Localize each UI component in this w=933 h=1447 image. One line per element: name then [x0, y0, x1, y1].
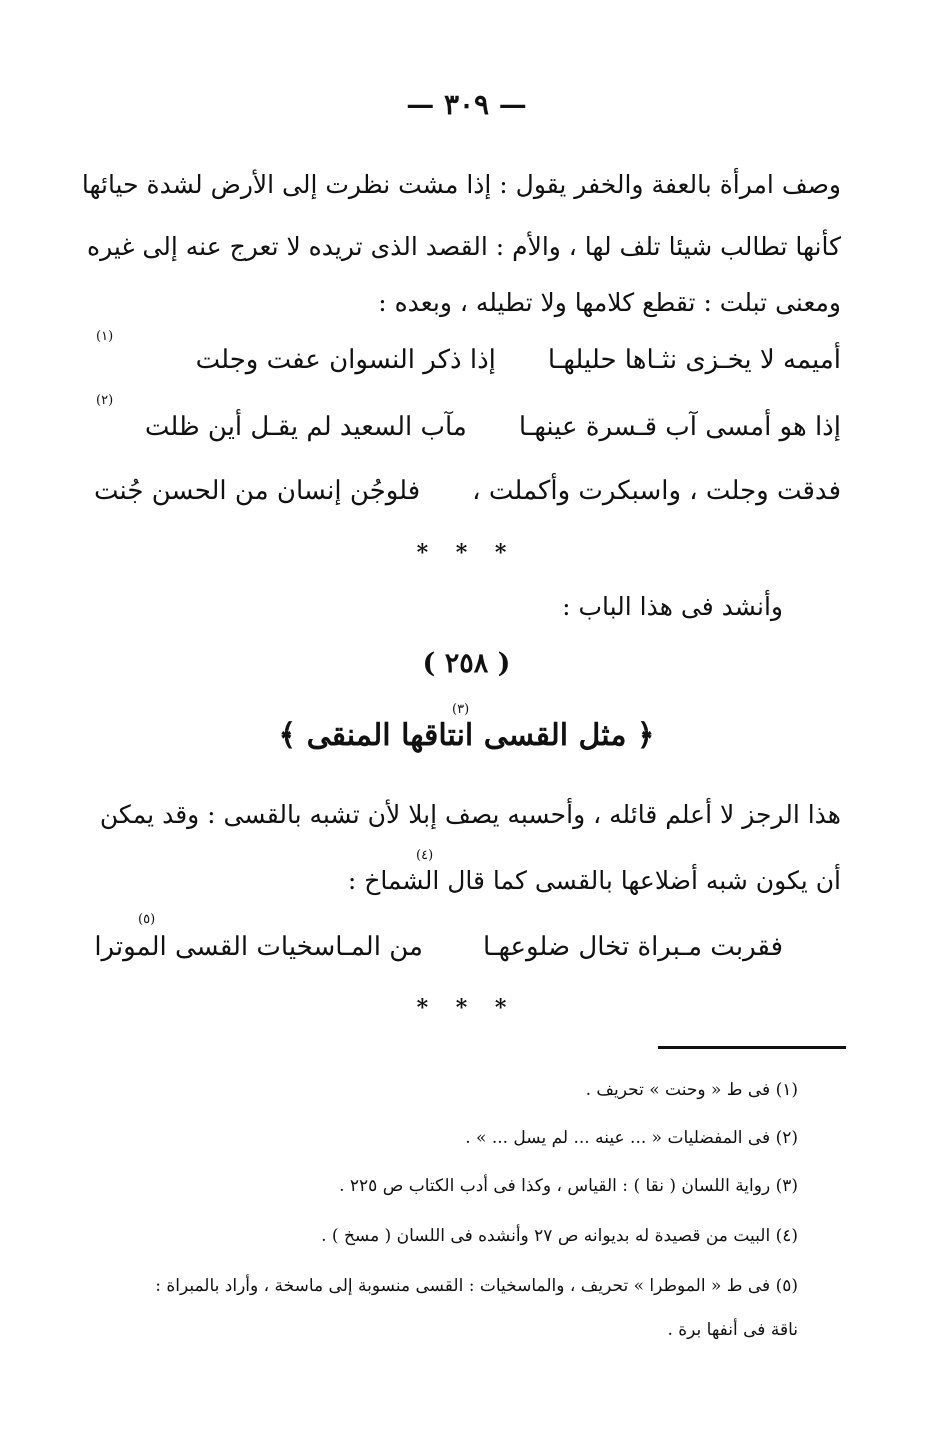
verse-4-second-hemistich: من المـاسخيات القسى الموترا — [94, 932, 423, 962]
footnote-marker-4: (٤) — [416, 848, 434, 863]
verse-4 — [94, 932, 783, 962]
verse-3-first-hemistich: فدقت وجلت ، واسبكرت وأكملت ، — [472, 476, 841, 506]
page-number: — ٣٠٩ — — [406, 88, 527, 121]
commentary-2-line-2: أن يكون شبه أضلاعها بالقسى كما قال الشماخ : — [347, 866, 841, 895]
poem-number: ( ٢٥٨ ) — [422, 648, 511, 679]
footnote-5-continued: ناقة فى أنفها برة . — [667, 1320, 798, 1340]
verse-1-first-hemistich: أميمه لا يخـزى نثـاها حليلهـا — [547, 345, 841, 375]
footnote-marker-2: (٢) — [96, 393, 114, 408]
footnote-1: (١) فى ط « وحنت » تحريف . — [585, 1080, 798, 1100]
footnote-4: (٤) البيت من قصيدة له بديوانه ص ٢٧ وأنشده فى اللسان ( مسخ ) . — [321, 1226, 798, 1246]
footnote-marker-1: (١) — [96, 329, 114, 344]
poem-title: ﴿ مثل القسى انتاقها المنقى ﴾ — [278, 718, 655, 753]
verse-3-second-hemistich: فلوجُن إنسان من الحسن جُنت — [94, 476, 421, 506]
verse-2 — [145, 412, 841, 442]
footnote-3: (٣) رواية اللسان ( نقا ) : القياس ، وكذا فى أدب الكتاب ص ٢٢٥ . — [339, 1176, 798, 1196]
intro-line: وأنشد فى هذا الباب : — [562, 592, 783, 621]
verse-1 — [196, 345, 841, 375]
section-separator-2: * * * — [416, 995, 517, 1021]
commentary-line-2: كأنها تطالب شيئا تلف لها ، والأم : القصد الذى تريده لا تعرج عنه إلى غيره — [86, 232, 841, 261]
verse-2-second-hemistich: مآب السعيد لم يقـل أين ظلت — [144, 412, 467, 442]
footnote-marker-5: (٥) — [138, 912, 156, 927]
verse-3 — [94, 476, 841, 506]
verse-4-first-hemistich: فقربت مـبراة تخال ضلوعهـا — [482, 932, 783, 962]
verse-2-first-hemistich: إذا هو أمسى آب قـسرة عينهـا — [518, 412, 841, 442]
footnote-marker-3: (٣) — [452, 702, 470, 717]
footnote-2: (٢) فى المفضليات « ... عينه ... لم يسل ... » . — [465, 1128, 798, 1148]
commentary-line-3: ومعنى تبلت : تقطع كلامها ولا تطيله ، وبعده : — [378, 288, 841, 317]
verse-1-second-hemistich: إذا ذكر النسوان عفت وجلت — [195, 345, 496, 375]
commentary-2-line-1: هذا الرجز لا أعلم قائله ، وأحسبه يصف إبلا لأن تشبه بالقسى : وقد يمكن — [99, 800, 841, 829]
footnote-5: (٥) فى ط « الموطرا » تحريف ، والماسخيات : القسى منسوبة إلى ماسخة ، وأراد بالمبراة : — [155, 1276, 798, 1296]
commentary-line-1: وصف امرأة بالعفة والخفر يقول : إذا مشت نظرت إلى الأرض لشدة حيائها — [81, 170, 841, 199]
section-separator-1: * * * — [416, 540, 517, 566]
footnote-divider — [658, 1046, 846, 1049]
